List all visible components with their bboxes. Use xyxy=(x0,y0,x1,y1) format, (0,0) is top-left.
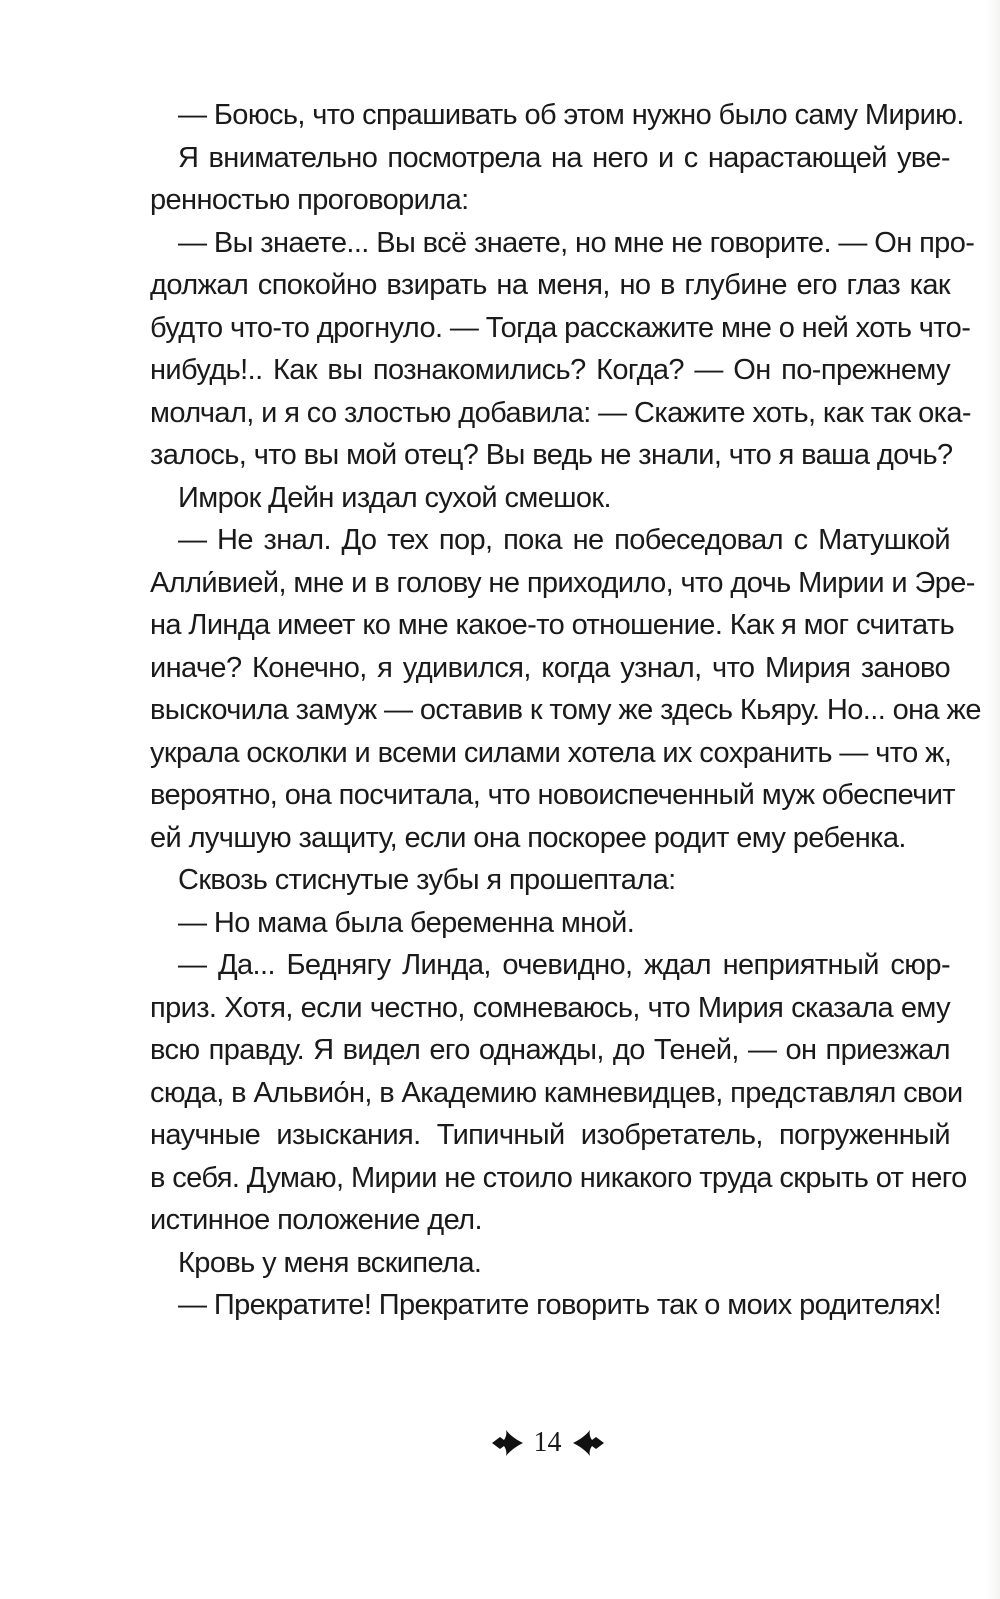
text-line: нибудь!.. Как вы познакомились? Когда? — Он по-прежнему xyxy=(150,354,950,386)
text-line: должал спокойно взирать на меня, но в глубине его глаз как xyxy=(150,269,950,301)
text-line: приз. Хотя, если честно, сомневаюсь, что Мирия сказала ему xyxy=(150,991,950,1024)
text-line: — Да... Беднягу Линда, очевидно, ждал неприятный сюр- xyxy=(178,949,950,981)
text-line: ренностью проговорила: xyxy=(150,184,469,216)
text-line: залось, что вы мой отец? Вы ведь не знали, что я ваша дочь? xyxy=(150,439,953,471)
page-edge-shade xyxy=(986,0,1000,1599)
text-line: украла осколки и всеми силами хотела их сохранить — что ж, xyxy=(150,736,952,769)
page-number: 14 xyxy=(533,1427,562,1458)
folio xyxy=(490,1423,606,1463)
text-line: сюда, в Альвио́н, в Академию камневидцев, представлял свои xyxy=(150,1076,963,1109)
text-line: Сквозь стиснутые зубы я прошептала: xyxy=(178,864,676,896)
text-line: научные изыскания. Типичный изобретатель, погруженный xyxy=(150,1119,950,1151)
text-line: на Линда имеет ко мне какое-то отношение. Как я мог считать xyxy=(150,609,955,641)
text-line: Кровь у меня вскипела. xyxy=(178,1246,482,1279)
text-line: истинное положение дел. xyxy=(150,1204,482,1236)
text-line: ей лучшую защиту, если она поскорее родит ему ребенка. xyxy=(150,821,906,854)
text-line: в себя. Думаю, Мирии не стоило никакого труда скрыть от него xyxy=(150,1161,967,1194)
text-line: всю правду. Я видел его однажды, до Теней, — он приезжал xyxy=(150,1034,950,1066)
text-line: — Вы знаете... Вы всё знаете, но мне не говорите. — Он про- xyxy=(178,226,975,259)
arrowhead-right-icon xyxy=(490,1429,524,1457)
text-line: будто что-то дрогнуло. — Тогда расскажите мне о ней хоть что- xyxy=(150,311,971,344)
text-line: Имрок Дейн издал сухой смешок. xyxy=(178,481,611,514)
text-line: выскочила замуж — оставив к тому же здесь Кьяру. Но... она же xyxy=(150,694,981,726)
text-line: — Боюсь, что спрашивать об этом нужно было саму Мирию. xyxy=(178,99,964,131)
text-line: — Прекратите! Прекратите говорить так о моих родителях! xyxy=(178,1289,942,1321)
text-line: — Но мама была беременна мной. xyxy=(178,906,635,939)
body-text xyxy=(150,94,981,1327)
text-line: молчал, и я со злостью добавила: — Скажите хоть, как так ока- xyxy=(150,396,971,429)
text-line: вероятно, она посчитала, что новоиспеченный муж обеспечит xyxy=(150,779,955,811)
text-line: иначе? Конечно, я удивился, когда узнал, что Мирия заново xyxy=(150,651,950,684)
page-footer xyxy=(0,1423,1000,1469)
text-line: Алли́вией, мне и в голову не приходило, что дочь Мирии и Эре- xyxy=(150,566,975,599)
text-line: Я внимательно посмотрела на него и с нарастающей уве- xyxy=(178,141,950,174)
text-line: — Не знал. До тех пор, пока не побеседовал с Матушкой xyxy=(178,524,950,556)
arrowhead-left-icon xyxy=(572,1429,606,1457)
